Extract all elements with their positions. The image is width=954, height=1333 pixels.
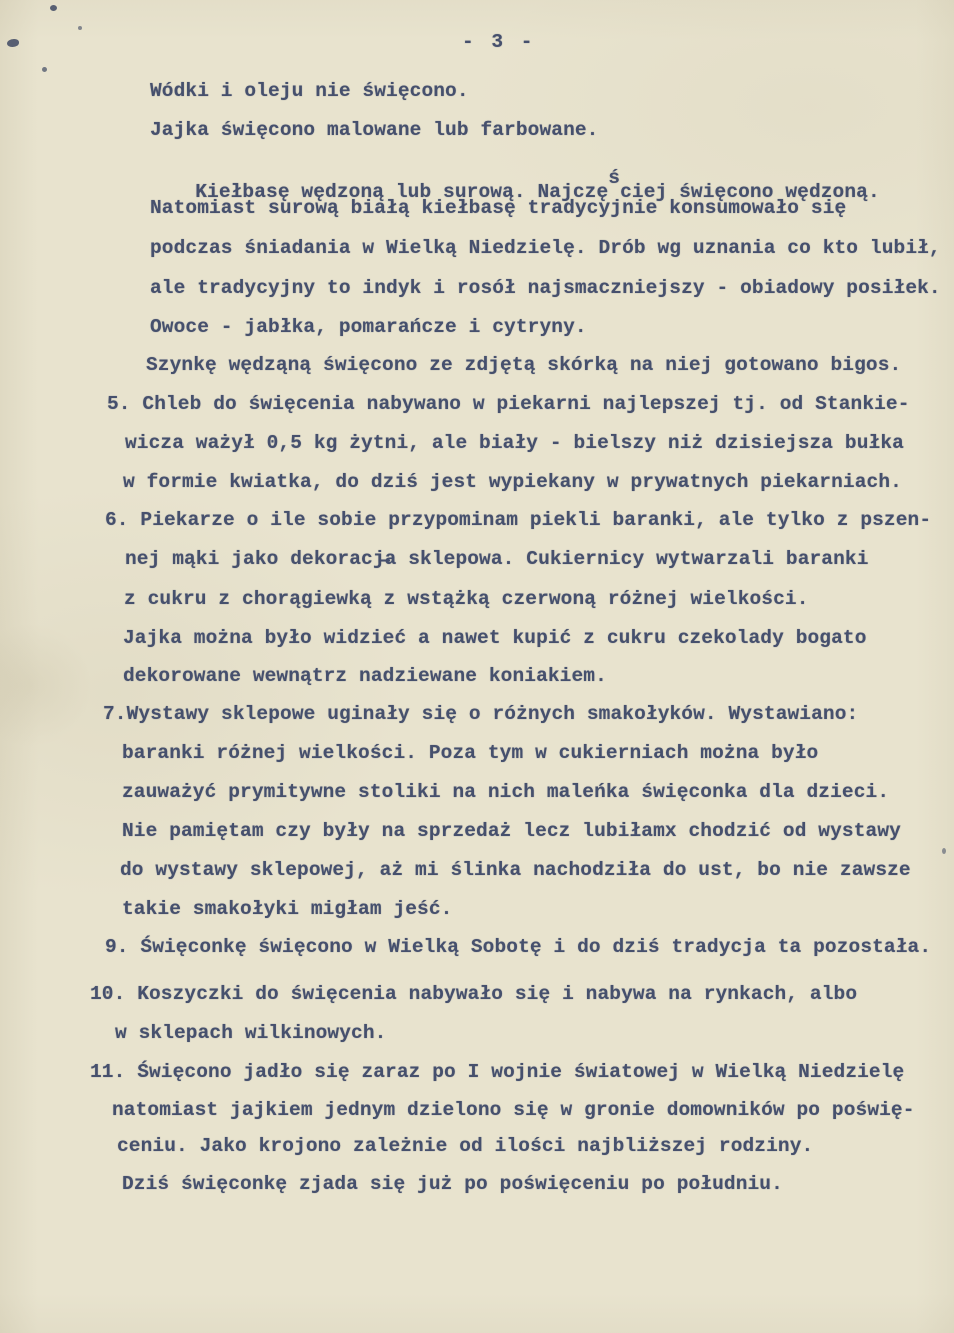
typed-line: do wystawy sklepowej, aż mi ślinka nachodziła do ust, bo nie zawsze — [120, 859, 911, 881]
ink-speck — [42, 67, 47, 72]
typed-line: Owoce - jabłka, pomarańcze i cytryny. — [150, 316, 587, 338]
typed-line: baranki różnej wielkości. Poza tym w cukierniach można było — [122, 742, 819, 764]
typed-line-item-10: 10. Koszyczki do święcenia nabywało się i nabywa na rynkach, albo — [90, 983, 858, 1005]
ink-speck — [78, 26, 82, 30]
ink-speck — [50, 5, 57, 11]
page-number: - 3 - — [462, 31, 536, 53]
typed-line-item-11: 11. Święcono jadło się zaraz po I wojnie światowej w Wielką Niedzielę — [90, 1061, 905, 1083]
typed-line: Natomiast surową białą kiełbasę tradycyjnie konsumowało się — [150, 197, 847, 219]
typed-segment: Kiełbasę wędzoną lub surową. Najczę — [195, 181, 609, 203]
typed-line: dekorowane wewnątrz nadziewane koniakiem. — [123, 665, 607, 687]
typed-line: zauważyć prymitywne stoliki na nich maleńka święconka dla dzieci. — [122, 781, 890, 803]
typed-segment: ciej święcono wędzoną. — [620, 181, 880, 203]
typed-line: wicza ważył 0,5 kg żytni, ale biały - bielszy niż dzisiejsza bułka — [125, 432, 904, 454]
ink-speck — [7, 39, 19, 47]
typed-line: Szynkę wędząną święcono ze zdjętą skórką na niej gotowano bigos. — [146, 354, 902, 376]
typed-line-item-7: 7.Wystawy sklepowe uginały się o różnych smakołyków. Wystawiano: — [103, 703, 859, 725]
typed-line: Jajka można było widzieć a nawet kupić z cukru czekolady bogato — [123, 627, 867, 649]
typed-line-item-6: 6. Piekarze o ile sobie przypominam piekli baranki, ale tylko z pszen- — [105, 509, 932, 531]
typed-line: ceniu. Jako krojono zależnie od ilości najbliższej rodziny. — [117, 1135, 814, 1157]
typed-line: w sklepach wilkinowych. — [115, 1022, 387, 1044]
superscript-correction: ś — [608, 167, 621, 189]
typed-line: nej mąki jako dekoracj̶a sklepowa. Cukiernicy wytwarzali baranki — [125, 548, 869, 570]
typed-line: Jajka święcono malowane lub farbowane. — [150, 119, 599, 141]
typed-line: natomiast jajkiem jednym dzielono się w gronie domowników po poświę- — [112, 1099, 915, 1121]
typed-line: Nie pamiętam czy były na sprzedaż lecz lubiłamx chodzić od wystawy — [122, 820, 901, 842]
typed-line: podczas śniadania w Wielką Niedzielę. Drób wg uznania co kto lubił, — [150, 237, 941, 259]
typed-line: w formie kwiatka, do dziś jest wypiekany w prywatnych piekarniach. — [123, 471, 902, 493]
ink-speck — [942, 848, 946, 854]
typed-line-item-5: 5. Chleb do święcenia nabywano w piekarni najlepszej tj. od Stankie- — [107, 393, 910, 415]
paper-stain — [0, 620, 90, 750]
typed-line: ale tradycyjny to indyk i rosół najsmaczniejszy - obiadowy posiłek. — [150, 277, 941, 299]
typed-line: Dziś święconkę zjada się już po poświęceniu po południu. — [122, 1173, 783, 1195]
typed-line-item-9: 9. Święconkę święcono w Wielką Sobotę i do dziś tradycja ta pozostała. — [105, 936, 932, 958]
typed-line: Wódki i oleju nie święcono. — [150, 80, 469, 102]
typed-line: z cukru z chorągiewką z wstążką czerwoną różnej wielkości. — [124, 588, 809, 610]
typed-line: takie smakołyki migłam jeść. — [122, 898, 453, 920]
